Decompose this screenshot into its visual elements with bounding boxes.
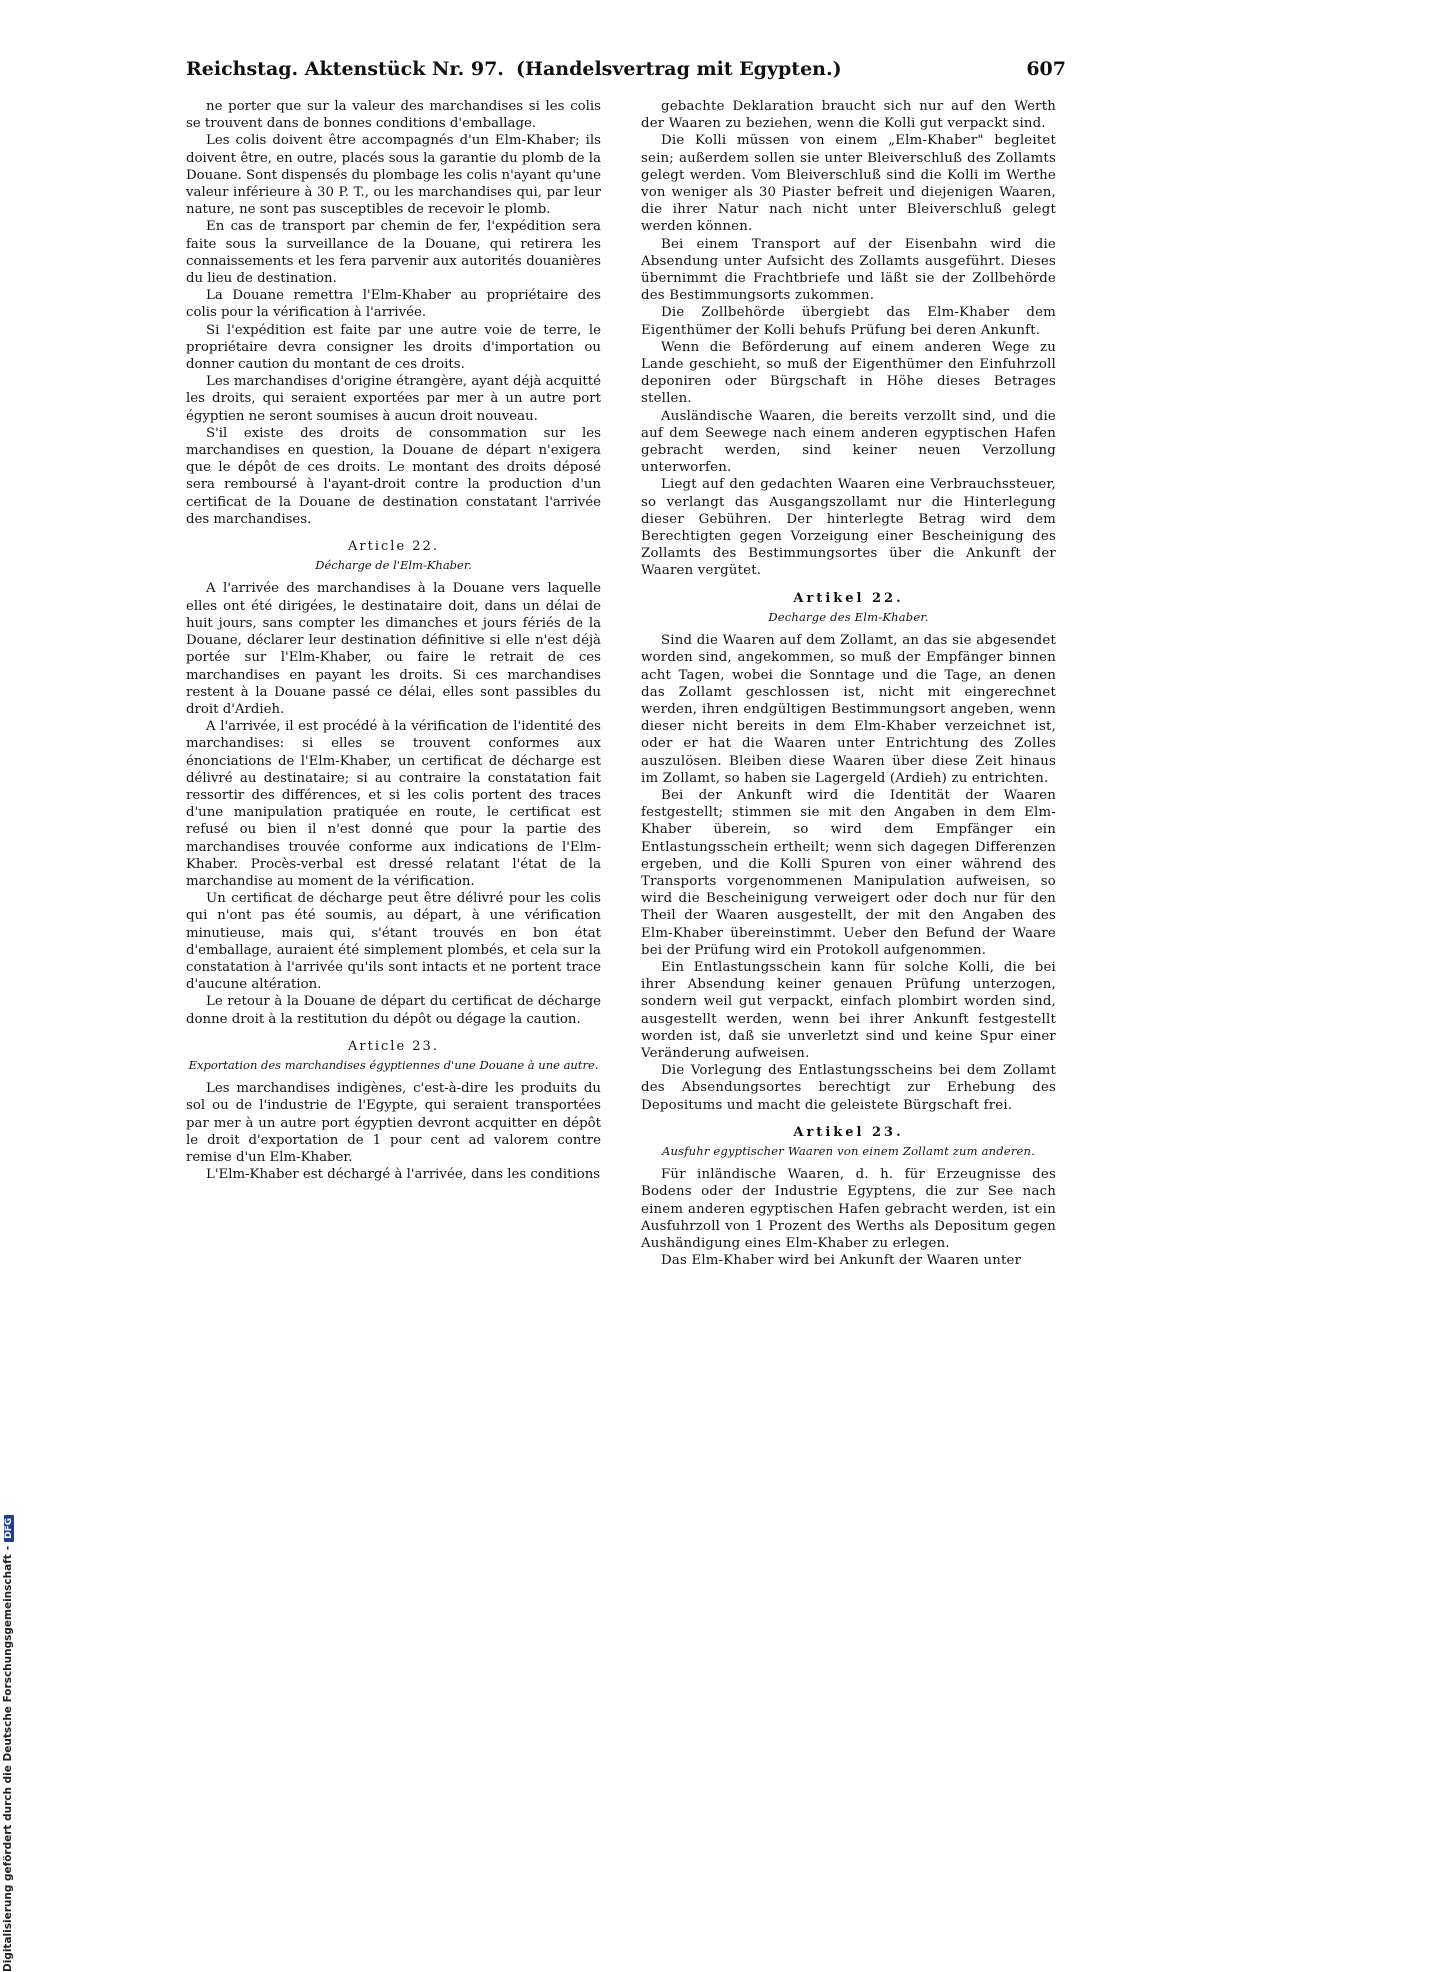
french-paragraph: Les marchandises d'origine étrangère, ayant déjà acquitté les droits, qui seraient exportées par mer à un autre port égyptien ne seront soumises à aucun droit nouveau. (186, 374, 601, 424)
german-article-heading: Artikel 22. (793, 590, 904, 606)
french-paragraph: ne porter que sur la valeur des marchandises si les colis se trouvent dans de bonnes conditions d'emballage. (186, 99, 601, 132)
dfg-logo: DFG (4, 1515, 14, 1542)
german-paragraph: Das Elm-Khaber wird bei Ankunft der Waaren unter (661, 1253, 1022, 1269)
german-article-subtitle: Decharge des Elm-Khaber. (768, 609, 929, 624)
french-paragraph: Si l'expédition est faite par une autre voie de terre, le propriétaire devra consigner les droits d'importation ou donner caution du montant de ces droits. (186, 322, 601, 373)
french-paragraph: En cas de transport par chemin de fer, l'expédition sera faite sous la surveillance de la Douane, qui retirera les connaissements et les fera parvenir aux autorités douanières du lieu de destination. (186, 219, 601, 287)
french-paragraph: A l'arrivée des marchandises à la Douane vers laquelle elles ont été dirigées, le destinataire doit, dans un délai de huit jours, sans compter les dimanches et jours fériés de la Douane, déclarer leur destination définitive si elle n'est déjà portée sur l'Elm-Khaber, ou faire le retrait de ces marchandises en payant les droits. Si ces marchandises restent à la Douane passé ce délai, elles sont passibles du droit d'Ardieh. (186, 581, 601, 717)
rotated-page (106, 58, 1086, 1498)
german-article-subtitle: Ausfuhr egyptischer Waaren von einem Zollamt zum anderen. (661, 1143, 1036, 1158)
french-paragraph: L'Elm-Khaber est déchargé à l'arrivée, dans les conditions (206, 1167, 601, 1183)
german-paragraph: Die Vorlegung des Entlastungsscheins bei dem Zollamt des Absendungsortes berechtigt zur Erhebung des Depositums und macht die geleistete Bürgschaft frei. (641, 1063, 1056, 1113)
german-paragraph: Sind die Waaren auf dem Zollamt, an das sie abgesendet worden sind, angekommen, so muß der Empfänger binnen acht Tagen, wobei die Sonntage und die Tage, an denen das Zollamt geschlossen ist, nicht mit eingerechnet werden, ihren endgültigen Bestimmungsort angeben, wenn dieser nicht bereits in dem Elm-Khaber verzeichnet ist, oder er hat die Waaren unter Entrichtung des Zolles auszulösen. Bleiben diese Waaren über diese Zeit hinaus im Zollamt, so haben sie Lagergeld (Ardieh) zu entrichten. (641, 633, 1056, 786)
french-article-heading: Article 23. (348, 1038, 439, 1054)
footer-text-line: Digitalisierung gefördert durch die Deutsche Forschungsgemeinschaft-DFG (2, 972, 22, 1972)
french-paragraph: A l'arrivée, il est procédé à la vérification de l'identité des marchandises: si elles se trouvent conformes aux énonciations de l'Elm-Khaber, un certificat de décharge est délivré au destinataire; si au contraire la constatation fait ressortir des différences, et si les colis portent des traces d'une manipulation pratiquée en route, le certificat est refusé ou bien il n'est donné que pour la partie des marchandises trouvée conforme aux indications de l'Elm-Khaber. Procès-verbal est dressé relatant l'état de la marchandise au moment de la vérification. (186, 719, 601, 889)
german-paragraph: Die Kolli müssen von einem „Elm-Khaber" begleitet sein; außerdem sollen sie unter Bleiverschluß des Zollamts gelegt werden. Vom Bleiverschluß sind die Kolli im Werthe von weniger als 30 Piaster befreit und diejenigen Waaren, die ihrer Natur nach nicht unter Bleiverschluß gelegt werden können. (641, 133, 1056, 235)
header-middle: (Handelsvertrag mit Egypten.) (516, 58, 842, 80)
german-article-heading: Artikel 23. (793, 1124, 904, 1140)
german-paragraph: Bei der Ankunft wird die Identität der Waaren festgestellt; stimmen sie mit den Angaben in dem Elm-Khaber überein, so wird dem Empfänger ein Entlastungsschein ertheilt; wenn sich dagegen Differenzen ergeben, und die Kolli Spuren von einer während des Transports vorgenommenen Manipulation aufweisen, so wird die Bescheinigung verweigert oder doch nur für den Theil der Waaren ausgestellt, der mit den Angaben des Elm-Khaber übereinstimmt. Ueber den Befund der Waare bei der Prüfung wird ein Protokoll aufgenommen. (641, 787, 1056, 958)
footer-credit: Digitalisierung gefördert durch die Deutsche Forschungsgemeinschaft (2, 1554, 14, 1972)
digitization-footer (0, 0, 22, 1972)
french-paragraph: Un certificat de décharge peut être délivré pour les colis qui n'ont pas été soumis, au départ, à une vérification minutieuse, mais qui, s'étant trouvés en bon état d'emballage, auraient été simplement plombés, et cela sur la constatation à l'arrivée qu'ils sont intacts et ne portent trace d'aucune altération. (186, 891, 601, 993)
german-paragraph: Bei einem Transport auf der Eisenbahn wird die Absendung unter Aufsicht des Zollamts ausgeführt. Dieses übernimmt die Frachtbriefe und läßt sie der Zollbehörde des Bestimmungsorts zukommen. (641, 236, 1056, 304)
page-content (186, 58, 1086, 1388)
german-paragraph: Liegt auf den gedachten Waaren eine Verbrauchssteuer, so verlangt das Ausgangszollamt nur die Hinterlegung dieser Gebühren. Der hinterlegte Betrag wird dem Berechtigten gegen Vorzeigung einer Bescheinigung des Zollamts des Bestimmungsortes über die Ankunft der Waaren vergütet. (641, 477, 1056, 579)
german-paragraph: Für inländische Waaren, d. h. für Erzeugnisse des Bodens oder der Industrie Egyptens, die zur See nach einem anderen egyptischen Hafen gebracht werden, ist ein Ausfuhrzoll von 1 Prozent des Werths als Depositum gegen Aushändigung eines Elm-Khaber zu erlegen. (641, 1167, 1056, 1251)
german-paragraph: Ein Entlastungsschein kann für solche Kolli, die bei ihrer Absendung keiner genauen Prüfung unterzogen, sondern weil gut verpackt, einfach plombirt worden sind, ausgestellt werden, wenn bei ihrer Ankunft festgestellt worden ist, daß sie unverletzt sind und keine Spur einer Veränderung aufweisen. (641, 959, 1056, 1061)
french-paragraph: S'il existe des droits de consommation sur les marchandises en question, la Douane de départ n'exigera que le dépôt de ces droits. Le montant des droits déposé sera remboursé à l'ayant-droit contre la production d'un certificat de la Douane de destination constatant l'arrivée des marchandises. (186, 425, 601, 527)
french-article-heading: Article 22. (348, 539, 439, 555)
french-paragraph: Le retour à la Douane de départ du certificat de décharge donne droit à la restitution du dépôt ou dégage la caution. (186, 994, 601, 1027)
german-paragraph: gebachte Deklaration braucht sich nur auf den Werth der Waaren zu beziehen, wenn die Kolli gut verpackt sind. (641, 99, 1056, 132)
header-left: Reichstag. Aktenstück Nr. 97. (186, 58, 504, 80)
german-column (641, 98, 1056, 1269)
page-number: 607 (1026, 58, 1066, 80)
german-paragraph: Ausländische Waaren, die bereits verzollt sind, und die auf dem Seewege nach einem anderen egyptischen Hafen gebracht werden, sind keiner neuen Verzollung unterworfen. (641, 408, 1056, 476)
french-paragraph: La Douane remettra l'Elm-Khaber au propriétaire des colis pour la vérification à l'arrivée. (186, 288, 601, 321)
page-header (186, 58, 1066, 88)
german-paragraph: Wenn die Beförderung auf einem anderen Wege zu Lande geschieht, so muß der Eigenthümer den Einfuhrzoll deponiren oder Bürgschaft in Höhe dieses Betrages stellen. (641, 339, 1056, 407)
french-column (186, 98, 601, 1183)
french-paragraph: Les marchandises indigènes, c'est-à-dire les produits du sol ou de l'industrie de l'Egypte, qui seraient transportées par mer à un autre port égyptien devront acquitter en dépôt le droit d'exportation de 1 pour cent ad valorem contre remise d'un Elm-Khaber. (186, 1081, 601, 1165)
german-paragraph: Die Zollbehörde übergiebt das Elm-Khaber dem Eigenthümer der Kolli behufs Prüfung bei deren Ankunft. (641, 305, 1056, 338)
french-article-subtitle: Décharge de l'Elm-Khaber. (315, 558, 472, 573)
french-article-subtitle: Exportation des marchandises égyptiennes d'une Douane à une autre. (188, 1057, 599, 1072)
french-paragraph: Les colis doivent être accompagnés d'un Elm-Khaber; ils doivent être, en outre, placés sous la garantie du plomb de la Douane. Sont dispensés du plombage les colis n'ayant qu'une valeur inférieure à 30 P. T., ou les marchandises qui, par leur nature, ne sont pas susceptibles de recevoir le plomb. (186, 133, 601, 218)
